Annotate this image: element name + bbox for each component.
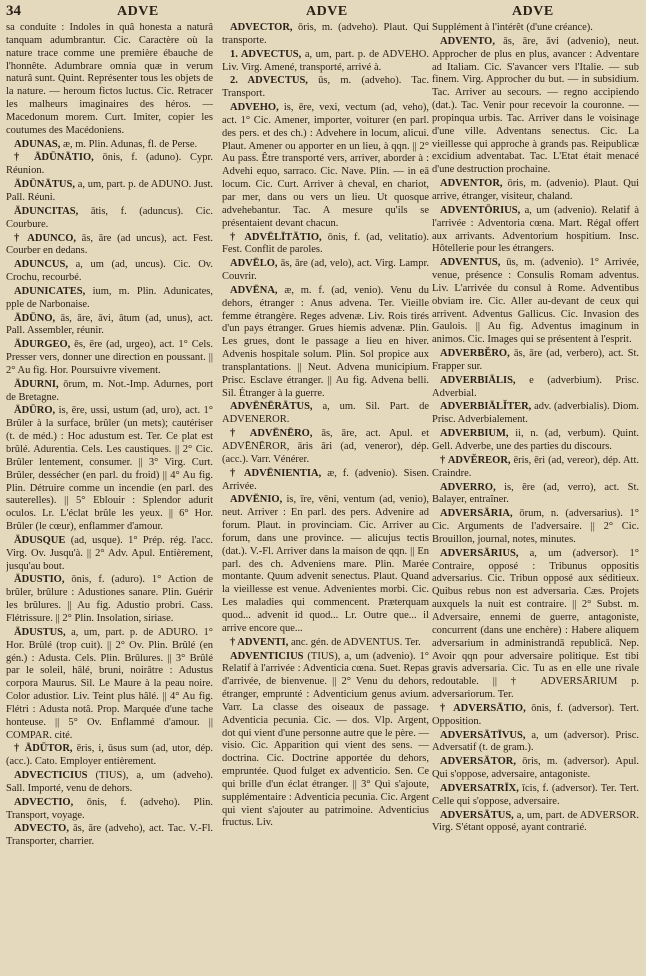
entry-headword: ADUNCUS, <box>14 259 68 271</box>
entry-definition: sa conduite : Indoles in quâ honesta a naturâ tanquam adumbrantur. Cic. Caractère où la nature trace comme une première ébauche de l'honnête. Adumbrare omnia quæ in verum naturâ sunt. Quint. Représenter tous les objets de la nature. — heroum fictos luctus. Cic. Retracer les malheurs imaginaires des héros. — Macedonum morem. Curt. Imiter, copier les coutumes des Macédoniens. <box>6 22 213 136</box>
entry-definition: ūs, m. (adveho). Tac. Transport. <box>222 75 429 100</box>
entry-definition: ās, āre, āvi (advenio), neut. Approcher de plus en plus, avancer : Adventare ad Italiam. Cic. S'avancer vers l'Italie. — sub finem. Virg. Approcher du but. — in subsidium. Tac. Arriver au secours. — regno accipiendo (dat.). Tac. Venir pour recevoir la couronne. — propinqua urbis. Tac. Arriver dans le voisinage d'une ville. Adventans senectus. Cic. La vieillesse qui approche à grands pas. Reipublicæ excidium adventabat. Tac. L'Etat était menacé d'une destruction prochaine. <box>432 35 639 176</box>
entry-definition: ōrum, m. Not.-Imp. Adurnes, port de Bretagne. <box>6 378 213 403</box>
entry-definition: ās, āre, āvi, ātum (ad, unus), act. Pall. Assembler, réunir. <box>6 312 213 337</box>
dictionary-entry <box>432 455 639 481</box>
entry-definition: æ, f. (advenio). Sisen. Arrivée. <box>222 467 429 492</box>
entry-definition: ās, āre (adveho), act. Tac. V.-Fl. Transporter, charrier. <box>6 823 213 848</box>
dictionary-entry <box>6 139 213 152</box>
running-headword-left: ADVE <box>117 4 159 19</box>
dictionary-entry <box>222 637 429 650</box>
entry-definition: ās, āre (ad uncus), act. Fest. Courber en dedans. <box>6 232 213 257</box>
dictionary-entry <box>222 651 429 831</box>
dictionary-entry <box>432 482 639 508</box>
entry-headword: ĀDUNCITAS, <box>14 205 79 217</box>
dictionary-entry <box>6 259 213 285</box>
dictionary-entry <box>432 375 639 401</box>
entry-definition: ūs, m. (advenio). 1° Arrivée, venue, présence : Consulis Romam adventus. Liv. L'arrivée du consul à Rome. Adventibus obviam ire. Cic. Aller au-devant de ceux qui arrivent. Adventus Gallicus. Cic. Invasion des Gaulois. || Au fig. Adventus imaginum in animos. Cic. Images qui se présentent à l'esprit. <box>432 257 639 346</box>
entry-definition: ōrum, n. (adversarius). 1° Cic. Arguments de l'adversaire. || 2° Cic. Brouillon, journal, notes, minutes. <box>432 508 639 545</box>
entry-definition: æ, m. Plin. Adunas, fl. de Perse. <box>63 138 198 150</box>
dictionary-entry <box>6 797 213 823</box>
entry-headword: ADVENTO, <box>440 35 495 47</box>
dictionary-entry <box>6 379 213 405</box>
dictionary-entry <box>222 494 429 635</box>
dictionary-entry <box>6 574 213 625</box>
entry-headword: ĀDŪNO, <box>14 312 56 324</box>
dictionary-entry <box>222 258 429 284</box>
entry-headword: ADVENTŌRIUS, <box>440 204 521 216</box>
dictionary-column-3 <box>432 22 639 972</box>
dictionary-entry <box>222 102 429 230</box>
entry-headword: ADVĒLO, <box>230 258 278 270</box>
entry-definition: ēs, ēre (ad, urgeo), act. 1° Cels. Presser vers, donner une direction en poussant. || 2° Au fig. Hor. Poursuivre vivement. <box>6 339 213 376</box>
entry-definition: adv. (adverbialis). Diom. Prisc. Adverbialement. <box>432 401 639 426</box>
entry-headword: ADVENTOR, <box>440 178 503 190</box>
dictionary-entry <box>432 783 639 809</box>
entry-definition: ātis, f. (aduncus). Cic. Courbure. <box>6 205 213 230</box>
dictionary-entry <box>432 22 639 35</box>
dictionary-entry <box>432 548 639 702</box>
dictionary-entry <box>432 36 639 177</box>
entry-definition: e (adverbium). Prisc. Adverbial. <box>432 374 639 399</box>
dictionary-entry <box>6 823 213 849</box>
dictionary-entry <box>222 22 429 48</box>
dictionary-entry <box>6 233 213 259</box>
dictionary-entry <box>432 428 639 454</box>
entry-definition: ēris, ēri (ad, vereor), dép. Att. Craindre. <box>432 454 639 479</box>
entry-definition: ōris, m. (adversor). Apul. Qui s'oppose, adversaire, antagoniste. <box>432 756 639 781</box>
entry-definition: (TIUS), a, um (adveho). Sall. Importé, venu de dehors. <box>6 770 213 794</box>
entry-definition: a, um, part. de ADVERSOR. Virg. S'étant opposé, ayant contrarié. <box>432 809 639 834</box>
entry-definition: æ, m. f. (ad, venio). Venu du dehors, étranger : Anus advena. Ter. Vieille femme étrangère. Reges advenæ. Liv. Rois tirés d'un pays étranger. Grues hiemis advenæ. Plin. Les grues, dont le passage a lieu en hiver. Advenis hospitale solum. Plin. Sol propice aux transplantations. || Neut. Advena municipium. Prisc. Esclave étranger. || Au fig. Advena belli. Sil. Étranger à la guerre. <box>222 284 429 399</box>
dictionary-entry <box>432 703 639 729</box>
entry-definition: a, um (adversor). 1° Contraire, opposé : Tribunus oppositis adversarius. Cic. Tribun opposé aux séditieux. Quibus rebus non est adversaria. Cæs. Projets auxquels la nuit est contraire. || 2° Subst. m. Adversaire, ennemi de guerre, antagoniste, concurrent (dans une enchère) : Habere aliquem adversarium in administrandā republicā. Nep. Avoir qqn pour adversaire politique. Est tibi gravis adversaria. Cic. Tu as en elle une rivale redoutable. || † ADVERSĀRIUM p. adversariorum. Ter. <box>432 547 639 701</box>
entry-headword: ADVĒNIO, <box>230 494 283 506</box>
entry-headword: ADVECTICIUS <box>14 770 88 782</box>
entry-definition: ās, āre (ad, verbero), act. St. Frapper sur. <box>432 348 639 372</box>
entry-headword: ADUNICATES, <box>14 285 86 297</box>
entry-headword: ADVERSĀTĪVUS, <box>440 729 526 741</box>
entry-definition: ōnis, f. (adversor). Tert. Opposition. <box>432 702 639 727</box>
running-headword-center: ADVE <box>306 4 348 19</box>
entry-headword: ĀDŪRO, <box>14 405 56 417</box>
entry-definition: īcis, f. (adversor). Ter. Tert. Celle qui s'oppose, adversaire. <box>432 782 639 807</box>
entry-definition: a, um (advenio). Relatif à l'arrivée : Adventoria cœna. Mart. Régal offert aux arrivants. Adventorium hospitium. Insc. Hôtellerie pour les étrangers. <box>432 204 639 255</box>
dictionary-entry <box>432 205 639 256</box>
entry-headword: † ADVERSĀTIO, <box>440 702 526 714</box>
page-header <box>0 0 646 24</box>
entry-headword: ADVECTO, <box>14 823 69 835</box>
entry-headword: ADVENTUS, <box>440 257 501 269</box>
dictionary-entry <box>432 810 639 836</box>
dictionary-entry <box>6 770 213 796</box>
entry-headword: † ĀDŪTOR, <box>14 743 73 755</box>
dictionary-entry <box>222 285 429 401</box>
dictionary-entry <box>222 49 429 75</box>
entry-definition: a, um (adversor). Prisc. Adversatif (t. de gram.). <box>432 729 639 754</box>
entry-headword: ADVERBIĀLĬTER, <box>440 401 532 413</box>
entry-definition: a, um, part. p. de ADUNO. Just. Pall. Réuni. <box>6 179 213 203</box>
dictionary-entry <box>222 468 429 494</box>
dictionary-entry <box>6 152 213 178</box>
entry-headword: ADVERSĀTUS, <box>440 809 514 821</box>
dictionary-entry <box>6 627 213 743</box>
entry-headword: 2. ADVECTUS, <box>230 75 308 87</box>
entry-headword: ĀDŪNĀTUS, <box>14 179 75 191</box>
entry-definition: is, ēre, ussi, ustum (ad, uro), act. 1° Brûler à la surface, brûler (un mets); cautériser (t. de méd.) : Hoc adustum est. Ter. Ce plat est brûlé. Adurentia. Cels. Les caustiques. || 2° Cic. Brûler lentement, consumer. || 3° Virg. Curt. Brûler, dessécher (en parl. du froid) || 4° Au fig. Plin. Détruire comme un incendie (en parl. des sauterelles). || 5° Eblouir : Splendor adurit oculos. Lr. L'éclat brûle les yeux. || 6° Hor. Brûler (le cœur), enflammer d'amour. <box>6 405 213 533</box>
entry-definition: a, um, part. p. de ADVEHO. Liv. Virg. Amené, transporté, arrivé à. <box>222 48 429 73</box>
dictionary-column-2 <box>222 22 429 972</box>
dictionary-entry <box>6 313 213 339</box>
entry-headword: ĀDUSQUE <box>14 534 66 546</box>
entry-definition: a, um (ad, uncus). Cic. Ov. Crochu, recourbé. <box>6 259 213 284</box>
entry-headword: † ADVĒNIENTIA, <box>230 467 322 479</box>
dictionary-entry <box>6 206 213 232</box>
dictionary-entry <box>222 401 429 427</box>
dictionary-entry <box>6 179 213 205</box>
entry-definition: (ad, usque). 1° Prép. rég. l'acc. Virg. Ov. Jusqu'à. || 2° Adv. Apul. Entièrement, jusqu'au bout. <box>6 534 213 572</box>
entry-headword: † ADVĒLĪTĀTIO, <box>230 231 322 243</box>
dictionary-entry <box>432 257 639 347</box>
entry-definition: ās, āre (ad, velo), act. Virg. Lampr. Couvrir. <box>222 258 429 283</box>
entry-definition: Supplément à l'intérêt (d'une créance). <box>432 22 593 33</box>
entry-headword: † ADVĔREOR, <box>440 454 511 466</box>
dictionary-entry <box>432 730 639 756</box>
entry-headword: † ĀDŪNĀTIO, <box>14 152 94 164</box>
entry-headword: ADVERSĀTOR, <box>440 756 516 768</box>
entry-definition: ōnis, f. (aduro). 1° Action de brûler, brûlure : Adustiones sanare. Plin. Guérir les brûlures. || Au fig. Adustio probri. Cass. Flétrissure. || 2° Plin. Insolation, siriase. <box>6 574 213 624</box>
dictionary-entry <box>222 428 429 467</box>
entry-headword: ADVEHO, <box>230 102 279 114</box>
entry-definition: ās, āre, act. Apul. et ADVĒNĒROR, āris āri (ad, veneror), dép. (acc.). Varr. Vénérer. <box>222 428 429 465</box>
entry-headword: ADVERSĀRIA, <box>440 508 513 520</box>
dictionary-entry <box>432 508 639 547</box>
entry-headword: ADUNAS, <box>14 138 61 150</box>
dictionary-entry <box>222 75 429 101</box>
entry-definition: ōnis, f. (adveho). Plin. Transport, voyage. <box>6 796 213 821</box>
entry-definition: anc. gén. de ADVENTUS. Ter. <box>290 636 421 648</box>
entry-definition: ii, n. (ad, verbum). Quint. Gell. Adverbe, une des parties du discours. <box>432 428 639 452</box>
entry-headword: † ADVENTI, <box>230 636 289 648</box>
dictionary-entry <box>6 535 213 574</box>
entry-headword: ADVERBIĀLIS, <box>440 374 516 386</box>
entry-headword: 1. ADVECTUS, <box>230 48 302 60</box>
running-headword-right: ADVE <box>512 4 554 19</box>
dictionary-entry <box>432 348 639 374</box>
entry-headword: ADVENTICIUS <box>230 650 304 662</box>
entry-definition: ēris, i, ūsus sum (ad, utor, dép. (acc.). Cato. Employer entièrement. <box>6 743 213 768</box>
entry-headword: ADVERSATRĪX, <box>440 782 519 794</box>
entry-headword: ĀDUSTUS, <box>14 626 66 638</box>
entry-definition: ōris, m. (advenio). Plaut. Qui arrive, étranger, visiteur, chaland. <box>432 178 639 202</box>
page-number: 34 <box>6 3 21 19</box>
entry-headword: † ADUNCO, <box>14 232 77 244</box>
entry-headword: ĀDURNI, <box>14 378 59 390</box>
dictionary-entry <box>6 405 213 533</box>
dictionary-entry <box>432 401 639 427</box>
entry-definition: is, īre, vēni, ventum (ad, venio), neut. Arriver : En parl. des pers. Advenire ad forum. Plaut. in provinciam. Cic. Arriver au forum, dans une province. — alicujus tectis (dat.). V.-Fl. Arriver dans la maison de qqn. || En parl. des ch. Adveniens mare. Plin. Marée montante. Quum advenit senectus. Plaut. Quand la vieillesse est venue. Advenientes morbi. Cic. Les maladies qui commencent. Præterquam quod... advenit id quod... Lr. Outre que... il arrive encore que... <box>222 494 429 634</box>
entry-definition: is, ēre, vexi, vectum (ad, veho), act. 1° Cic. Amener, importer, voiturer (en parl. des pers. et des ch.) : Advehere in locum, alicui. Plaut. Amener ou apporter en un lieu, à qqn. || 2° Au pass. Être transporté vers, arriver, aborder à : Advehi equo, sarraco. Cic. Nave. Plin. — in eā locum. Cic. Curt. Arriver à cheval, en chariot, par mer, dans ou vers un lieu. Ut quosque advehebantur. Tac. A mesure qu'ils se présentaient devant chacun. <box>222 102 429 229</box>
entry-definition: ōris, m. (adveho). Plaut. Qui transporte. <box>222 22 429 46</box>
entry-definition: is, ēre (ad, verro), act. St. Balayer, entraîner. <box>432 481 639 506</box>
entry-headword: ĀDUSTIO, <box>14 574 65 586</box>
entry-definition: ōnis, f. (ad, velitatio). Fest. Conflit de paroles. <box>222 231 429 256</box>
dictionary-entry <box>432 756 639 782</box>
entry-headword: ADVĒNA, <box>230 284 278 296</box>
entry-headword: ADVERBIUM, <box>440 428 509 440</box>
entry-headword: ADVERSĀRIUS, <box>440 547 519 559</box>
entry-definition: (TIUS), a, um (advenio). 1° Relatif à l'arrivée : Adventicia cœna. Suet. Repas d'arrivée, de bienvenue. || 2° Venu du dehors, étranger, emprunté : Adventicium genus avium. Varr. La classe des oiseaux de passage. Adventicia pecunia. Cic. — dos. Vlp. Argent, dot qui vient d'une personne autre que le père. — visio. Cic. Apparition qui vient des sens. — doctrina. Cic. Doctrine apportée du dehors, empruntée. Quod fulget ex adventicio. Sen. Ce qui brille d'un éclat étranger. || 3° Qui s'ajoute, supplémentaire : Adventicia pecunia. Cic. Argent qui vient s'ajouter au patrimoine. Adventicius fructus. Liv. <box>222 650 429 829</box>
dictionary-entry <box>6 339 213 378</box>
dictionary-column-1 <box>6 22 213 972</box>
entry-headword: ADVERRO, <box>440 481 496 493</box>
entry-definition: a, um. Sil. Part. de ADVENEROR. <box>222 401 429 426</box>
entry-headword: † ADVĒNĒRO, <box>230 428 313 440</box>
entry-headword: ADVECTOR, <box>230 22 293 33</box>
entry-headword: ĀDURGEO, <box>14 339 71 351</box>
entry-definition: ōnis, f. (aduno). Cypr. Réunion. <box>6 152 213 177</box>
entry-headword: ADVĒNĒRĀTUS, <box>230 401 313 413</box>
entry-headword: ADVERBĔRO, <box>440 348 510 360</box>
entry-definition: ium, m. Plin. Adunicates, pple de Narbonaise. <box>6 285 213 310</box>
dictionary-entry <box>6 22 213 138</box>
dictionary-entry <box>6 286 213 312</box>
dictionary-entry <box>222 232 429 258</box>
entry-definition: a, um, part. p. de ADURO. 1° Hor. Brûlé (trop cuit). || 2° Ov. Plin. Brûlé (en gén.) : Adusta. Cels. Plin. Brûlures. || 3° Brûlé par le soleil, hâlé, bruni, noirâtre : Adustus corpora Maurus. Sil. Le Maure à la peau noire. Color adustior. Liv. Teint plus hâlé. || 4° Au fig. Flétri : Adusta notâ. Prop. Marquée d'une tache honteuse. || 5° Ov. Enflammé d'amour. || COMPAR. cité. <box>6 626 213 741</box>
dictionary-entry <box>6 743 213 769</box>
dictionary-entry <box>432 178 639 204</box>
entry-headword: ADVECTIO, <box>14 796 74 808</box>
